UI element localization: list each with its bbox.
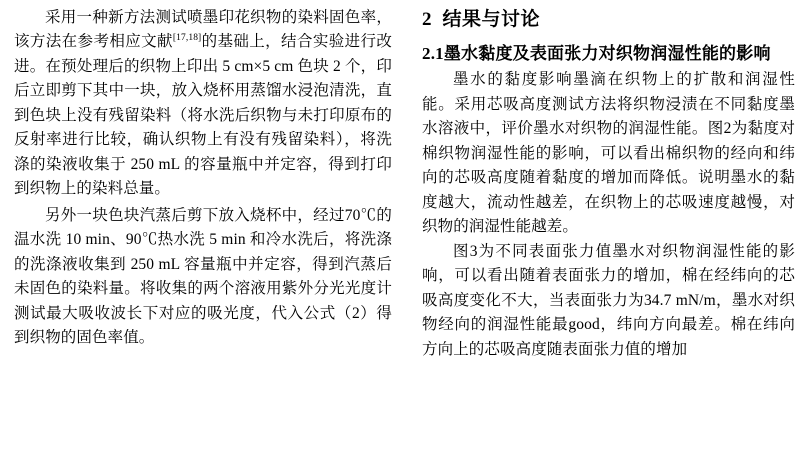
subsection-number: 2.1 bbox=[422, 43, 444, 63]
subsection-title-text: 墨水黏度及表面张力对织物润湿性能的影响 bbox=[443, 43, 771, 63]
paragraph-text-part2: 的基础上，结合实验进行改进。在预处理后的织物上印出 5 cm×5 cm 色块 2 个，印后立即剪下其中一块，放入烧杯用蒸馏水浸泡清洗，直到色块上没有残留染料（将水洗后织物与未打印原布的反射率进行比较，确认织物上有没有残留染料），将洗涤的染液收集于 250 mL 的容量瓶中并定容，得到打印到织物上的染料总量。 bbox=[14, 33, 392, 198]
paragraph-text-part1: 采用一种新方法测试喷墨印花织物的染料固色率，该方法在参考相应文献 bbox=[14, 9, 392, 51]
paragraph-surface-tension-effect: 图3为不同表面张力值墨水对织物润湿性能的影响，可以看出随着表面张力的增加，棉在经纬向的芯吸高度变化不大，当表面张力为34.7 mN/m，墨水对织物经向的润湿性能最good，纬向方向最差。棉在纬向方向上的芯吸高度随表面张力值的增加 bbox=[422, 242, 795, 358]
section-number: 2 bbox=[422, 9, 432, 30]
left-column bbox=[14, 6, 404, 462]
section-title-text: 结果与讨论 bbox=[442, 9, 541, 30]
paragraph-dye-fixation-method bbox=[14, 6, 392, 202]
right-column bbox=[404, 6, 795, 462]
citation-reference: [17,18] bbox=[172, 33, 202, 44]
subsection-heading bbox=[422, 41, 795, 67]
section-heading bbox=[422, 6, 795, 35]
paragraph-viscosity-effect: 墨水的黏度影响墨滴在织物上的扩散和润湿性能。采用芯吸高度测试方法将织物浸渍在不同黏度墨水溶液中，评价墨水对织物的润湿性能。图2为黏度对棉织物润湿性能的影响，可以看出棉织物的经向和纬向的芯吸高度随着黏度的增加而降低。说明墨水的黏度越大，流动性越差，在织物上的芯吸速度越慢，对织物的润湿性能越差。 bbox=[422, 71, 795, 236]
paragraph-steaming-wash: 另外一块色块汽蒸后剪下放入烧杯中，经过70℃的温水洗 10 min、90℃热水洗 5 min 和冷水洗后，将洗涤的洗涤液收集到 250 mL 容量瓶中并定容，得到汽蒸后未固色的染料量。将收集的两个溶液用紫外分光光度计测试最大吸收波长下对应的吸光度，代入公式（2）得到织物的固色率值。 bbox=[14, 206, 392, 347]
